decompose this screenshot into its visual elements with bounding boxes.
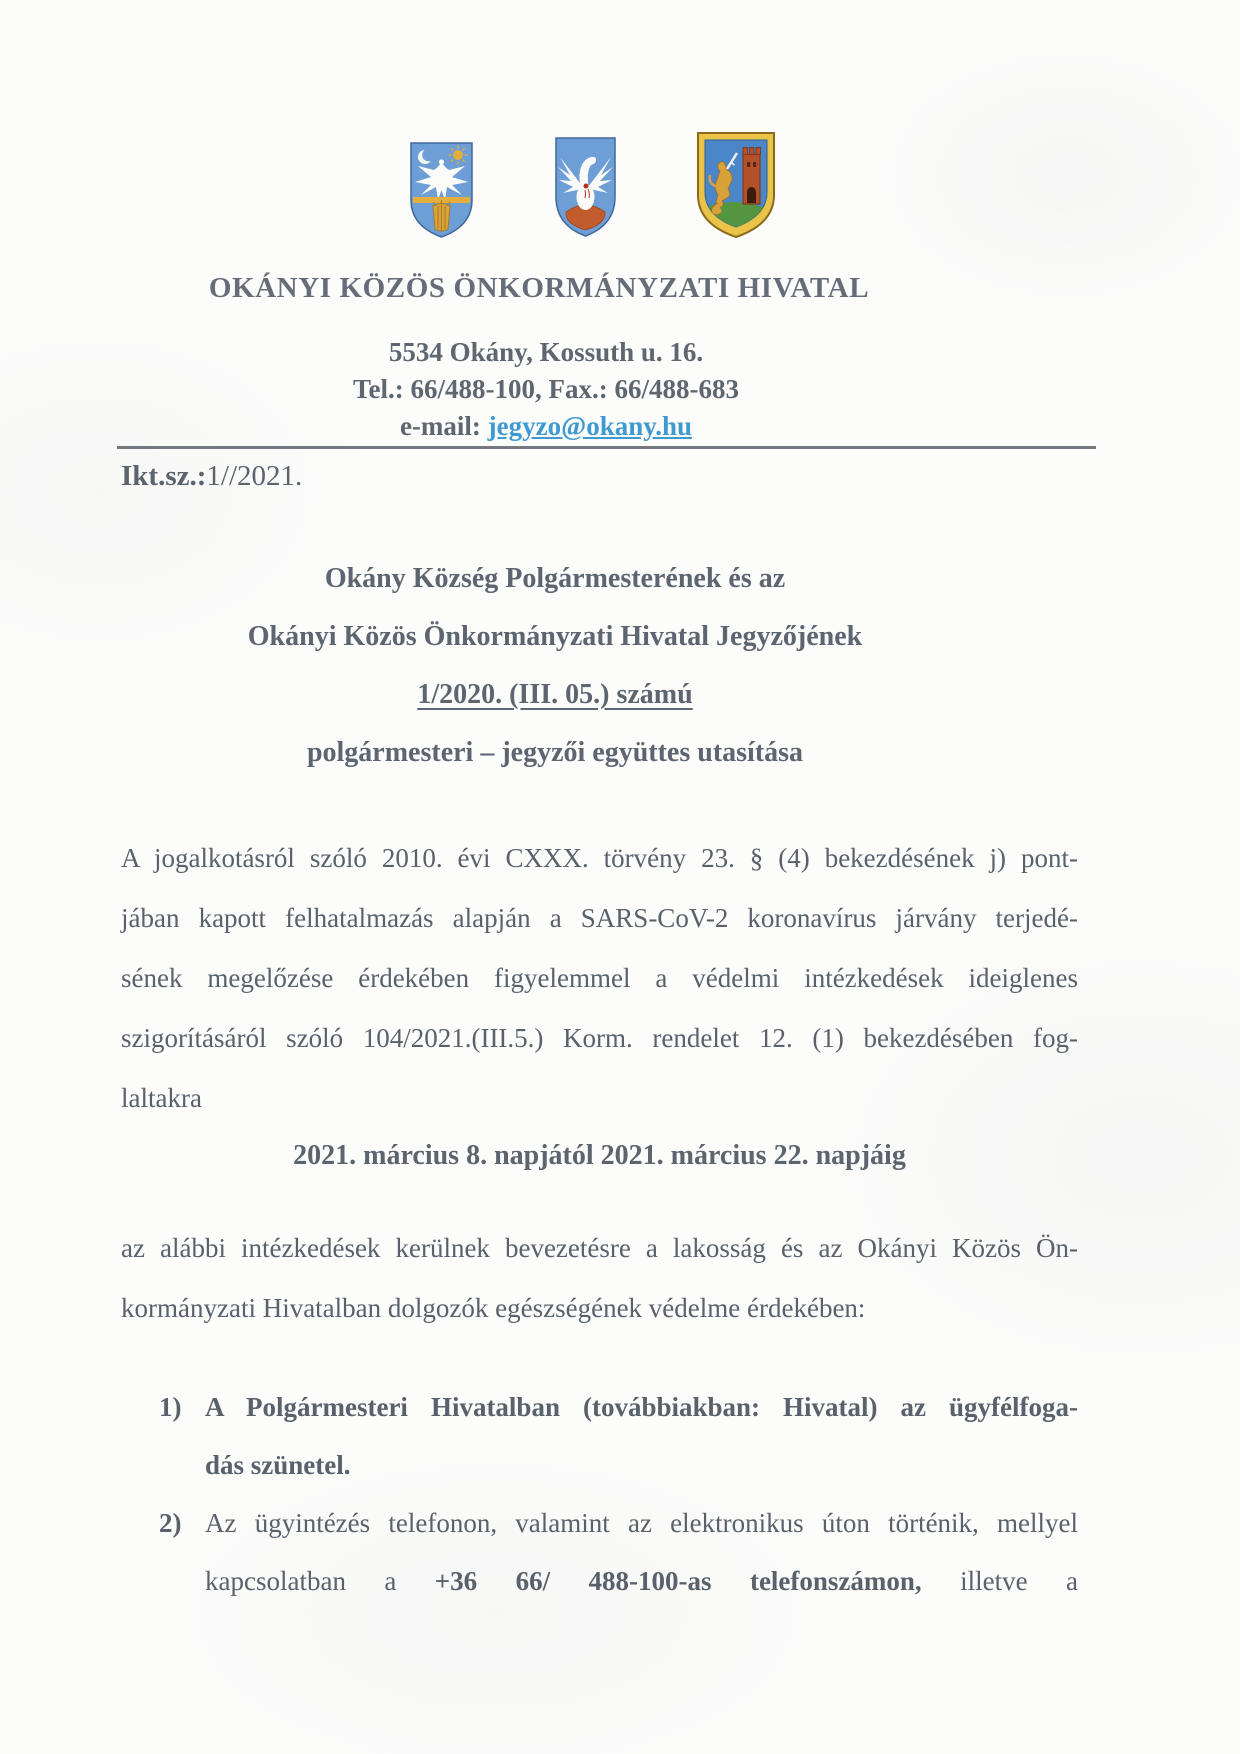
phone-number: +36 66/ 488-100-as telefonszámon, [434,1566,922,1596]
coat-of-arms-lion-tower-icon [694,129,778,241]
document-title [65,562,1045,794]
coat-of-arms-pelican-icon [553,135,618,239]
title-line-1: Okány Község Polgármesterének és az [324,563,786,594]
reference-number [121,460,302,493]
list-item-number: 2) [159,1508,182,1538]
measures-list [159,1378,1078,1610]
org-name: OKÁNYI KÖZÖS ÖNKORMÁNYZATI HIVATAL [208,272,870,304]
email-link[interactable]: jegyzo@okany.hu [487,411,693,441]
email-label: e-mail: [399,411,481,441]
paragraph-line: az alábbi intézkedések kerülnek bevezetésre a lakosság és az Okányi Közös Ön- [121,1233,1078,1263]
phone-line-post: illetve a [960,1566,1079,1596]
list-item-number: 1) [159,1392,182,1422]
paragraph-line: A jogalkotásról szóló 2010. évi CXXX. törvény 23. § (4) bekezdésének j) pont- [121,843,1078,873]
paragraph-line: jában kapott felhatalmazás alapján a SARS-CoV-2 koronavírus járvány terjedé- [121,903,1078,933]
list-item-1 [159,1378,1078,1494]
list-item-line: dás szünetel. [205,1450,351,1480]
list-item-text [205,1494,1078,1610]
list-item-line: A Polgármesteri Hivatalban (továbbiakban: Hivatal) az ügyfélfoga- [205,1392,1078,1422]
list-item-2 [159,1494,1078,1610]
paragraph-line: kormányzati Hivatalban dolgozók egészségének védelme érdekében: [121,1293,866,1323]
reference-value: 1//2021. [206,460,303,492]
title-line-3: 1/2020. (III. 05.) számú [417,679,693,710]
paragraph-measures-intro [121,1218,1078,1338]
paragraph-line: szigorításáról szóló 104/2021.(III.5.) Korm. rendelet 12. (1) bekezdésében fog- [121,1023,1078,1053]
header-address: 5534 Okány, Kossuth u. 16. [388,337,704,367]
coat-of-arms-bird-wheat-icon [408,140,475,240]
paragraph-line: laltakra [121,1083,202,1113]
title-line-4: polgármesteri – jegyzői együttes utasítása [306,737,804,768]
paragraph-legal-basis [121,828,1078,1128]
date-range: 2021. március 8. napjától 2021. március 22. napjáig [293,1140,906,1171]
phone-line-pre: kapcsolatban a [205,1566,397,1596]
header-email-line [0,408,1092,445]
header-phone-fax: Tel.: 66/488-100, Fax.: 66/488-683 [353,374,739,404]
header-contact-block [0,334,1092,445]
reference-label: Ikt.sz.: [121,460,207,492]
list-item-line [205,1552,1078,1610]
paragraph-line: sének megelőzése érdekében figyelemmel a védelmi intézkedések ideiglenes [121,963,1078,993]
header-divider [117,446,1096,449]
title-line-2: Okányi Közös Önkormányzati Hivatal Jegyzőjének [247,621,863,652]
list-item-line: Az ügyintézés telefonon, valamint az elektronikus úton történik, mellyel [205,1508,1078,1538]
list-item-text [205,1378,1078,1494]
